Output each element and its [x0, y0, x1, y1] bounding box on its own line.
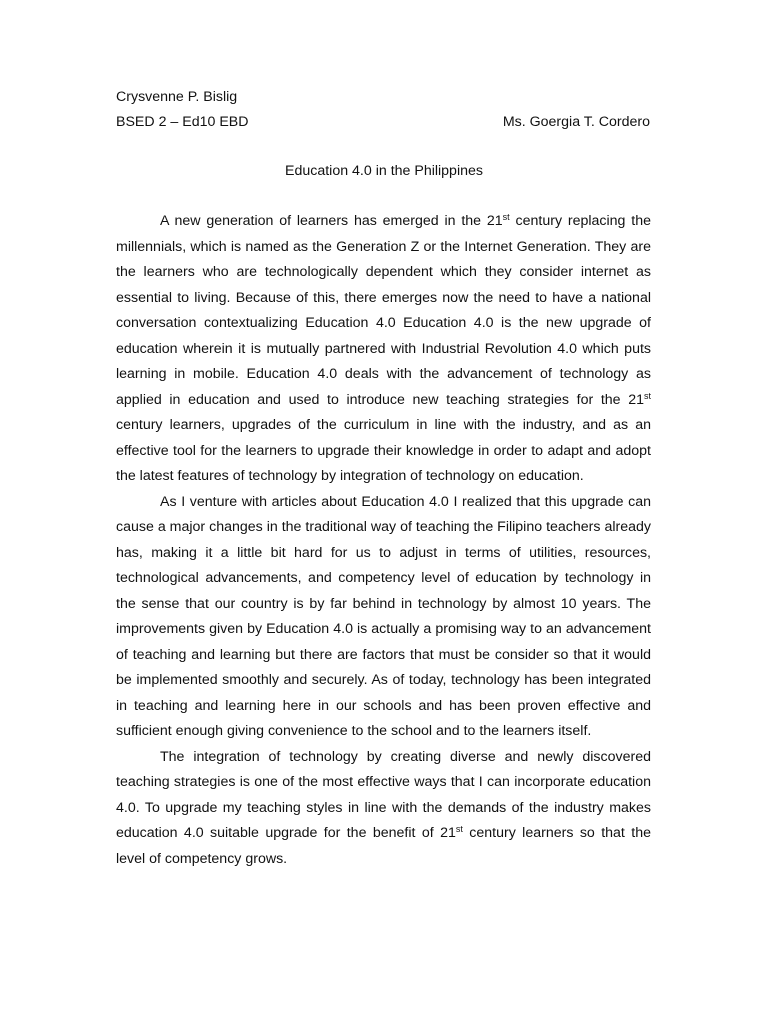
paragraph-1-part-c: century learners, upgrades of the curriculum in line with the industry, and as an effective tool for the learners to upgrade their knowledge in order to adapt and adopt the latest features of technology by integration of technology on education.	[116, 417, 651, 484]
essay-body	[116, 209, 651, 872]
ordinal-suffix: st	[643, 390, 651, 401]
paragraph-3-part-b: century learners so that the level of competency grows.	[116, 825, 651, 867]
course-code: BSED 2 – Ed10 EBD	[116, 114, 249, 130]
paragraph-3-part-a: The integration of technology by creating diverse and newly discovered teaching strategies is one of the most effective ways that I can incorporate education 4.0. To upgrade my teaching styles in line with the demands of the industry makes education 4.0 suitable upgrade for the benefit of 21	[116, 748, 651, 841]
ordinal-suffix: st	[502, 212, 510, 222]
instructor-name: Ms. Goergia T. Cordero	[502, 114, 650, 130]
paragraph-1	[116, 209, 651, 490]
paragraph-1-part-a: A new generation of learners has emerged in the 21	[160, 213, 503, 229]
paragraph-1-part-b: century replacing the millennials, which is named as the Generation Z or the Internet Generation. They are the learners who are technologically dependent which they consider internet as essential to living. Because of this, there emerges now the need to have a national conversation contextualizing Education 4.0 Education 4.0 is the new upgrade of education wherein it is mutually partnered with Industrial Revolution 4.0 which puts learning in mobile. Education 4.0 deals with the advancement of technology as applied in education and used to introduce new teaching strategies for the 21	[116, 213, 651, 408]
paragraph-3	[116, 745, 651, 873]
ordinal-suffix: st	[455, 824, 463, 834]
essay-title: Education 4.0 in the Philippines	[285, 163, 483, 179]
author-name: Crysvenne P. Bislig	[116, 89, 238, 105]
paragraph-2: As I venture with articles about Education 4.0 I realized that this upgrade can cause a major changes in the traditional way of teaching the Filipino teachers already has, making it a little bit hard for us to adjust in terms of utilities, resources, technological advancements, and competency level of education by technology in the sense that our country is by far behind in technology by almost 10 years. The improvements given by Education 4.0 is actually a promising way to an advancement of teaching and learning but there are factors that must be consider so that it would be implemented smoothly and securely. As of today, technology has been integrated in teaching and learning here in our schools and has been proven effective and sufficient enough giving convenience to the school and to the learners itself.	[116, 493, 651, 739]
